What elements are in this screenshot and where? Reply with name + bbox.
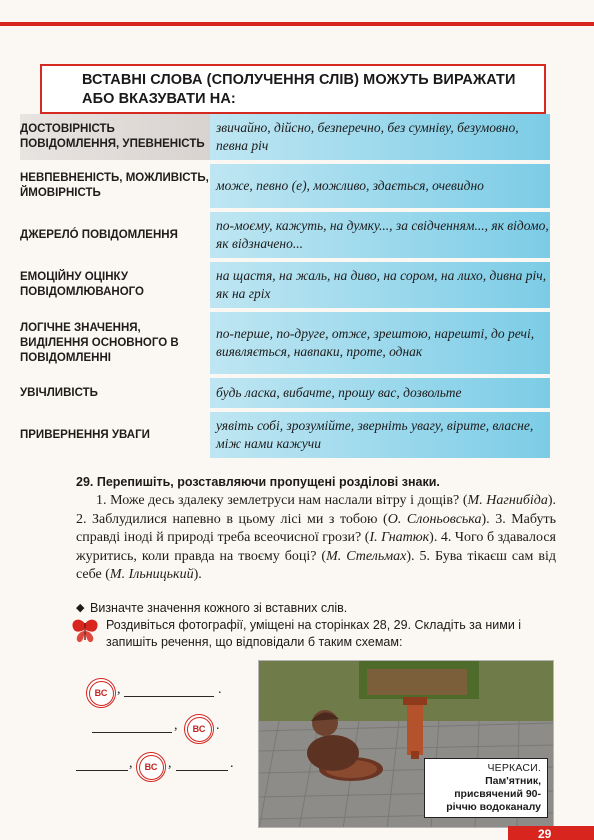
schema-circle: ВС xyxy=(184,714,214,744)
schema-blank xyxy=(176,770,228,771)
row-category: ЕМОЦІЙНУ ОЦІНКУ ПОВІДОМЛЮВАНОГО xyxy=(20,271,144,298)
table-row xyxy=(20,114,550,160)
photo-caption xyxy=(424,758,548,818)
table-row xyxy=(20,262,550,308)
diamond-bullet-icon: ◆ xyxy=(76,602,85,614)
row-examples: будь ласка, вибачте, прошу вас, дозвольте xyxy=(210,378,550,408)
table-row xyxy=(20,378,550,408)
task-text: Визначте значення кожного зі вставних слів. xyxy=(90,601,348,615)
top-rule xyxy=(0,0,594,44)
schema-circle: ВС xyxy=(136,752,166,782)
row-category: НЕВПЕВНЕНІСТЬ, МОЖЛИВІСТЬ, ЙМОВІРНІСТЬ xyxy=(20,172,209,199)
row-category: ДЖЕРЕЛÓ ПОВІДОМЛЕННЯ xyxy=(20,228,178,241)
row-examples: уявіть собі, зрозумійте, зверніть увагу, вірите, власне, між нами кажучи xyxy=(210,412,550,458)
row-examples: по-моєму, кажуть, на думку..., за свідченням..., як відомо, як відзначено... xyxy=(210,212,550,258)
schema-circle: ВС xyxy=(86,678,116,708)
exercise-heading: 29. Перепишіть, розставляючи пропущені розділові знаки. xyxy=(76,475,440,489)
task-determine-meaning xyxy=(76,600,546,616)
row-category: ПРИВЕРНЕННЯ УВАГИ xyxy=(20,428,150,441)
rule-title: ВСТАВНІ СЛОВА (СПОЛУЧЕННЯ СЛІВ) МОЖУТЬ ВИРАЖАТИ АБО ВКАЗУВАТИ НА: xyxy=(82,72,516,107)
schema-blank xyxy=(92,732,172,733)
row-category: УВІЧЛИВІСТЬ xyxy=(20,386,98,399)
table-row xyxy=(20,412,550,458)
rule-title-box xyxy=(40,64,546,114)
row-examples: звичайно, дійсно, безперечно, без сумніву, безумовно, певна річ xyxy=(210,114,550,160)
table-row xyxy=(20,164,550,208)
schema-blank xyxy=(124,696,214,697)
exercise-text: 1. Може десь здалеку землетруси нам наслали вітру і дощів? (М. Нагнибіда). 2. Заблудилися напевно в цьому лісі ми з тобою (О. Слоньовська). 3. Мабуть справді іноді й природі треба всеочисної грози? (І. Гнатюк). 4. Чого б здавалося журитись, коли правда на твоєму боці? (М. Стельмах). 5. Бува тікаєш сам від себе (М. Ільницький). xyxy=(76,493,557,583)
table-row xyxy=(20,312,550,374)
caption-description: Пам'ятник, присвячений 90-річчю водоканалу xyxy=(446,775,541,813)
caption-city: ЧЕРКАСИ. xyxy=(487,762,541,774)
task-compose-sentences: Роздивіться фотографії, уміщені на сторінках 28, 29. Складіть за ними і запишіть речення, що відповідали б таким схемам: xyxy=(106,618,522,649)
row-examples: на щастя, на жаль, на диво, на сором, на лихо, дивна річ, як на гріх xyxy=(210,262,550,308)
exercise-29 xyxy=(76,474,556,585)
sentence-schemas: ВС , . , ВС . , ВС , . xyxy=(72,666,252,796)
row-category: ЛОГІЧНЕ ЗНАЧЕННЯ, ВИДІЛЕННЯ ОСНОВНОГО В ПОВІДОМЛЕННІ xyxy=(20,321,179,364)
row-examples: може, певно (е), можливо, здається, очевидно xyxy=(210,164,550,208)
row-category: ДОСТОВІРНІСТЬ ПОВІДОМЛЕННЯ, УПЕВНЕНІСТЬ xyxy=(20,114,210,160)
table-row xyxy=(20,212,550,258)
schema-blank xyxy=(76,770,128,771)
row-examples: по-перше, по-друге, отже, зрештою, нарешті, до речі, виявляється, навпаки, проте, однак xyxy=(210,312,550,374)
page-number: 29 xyxy=(508,826,594,840)
